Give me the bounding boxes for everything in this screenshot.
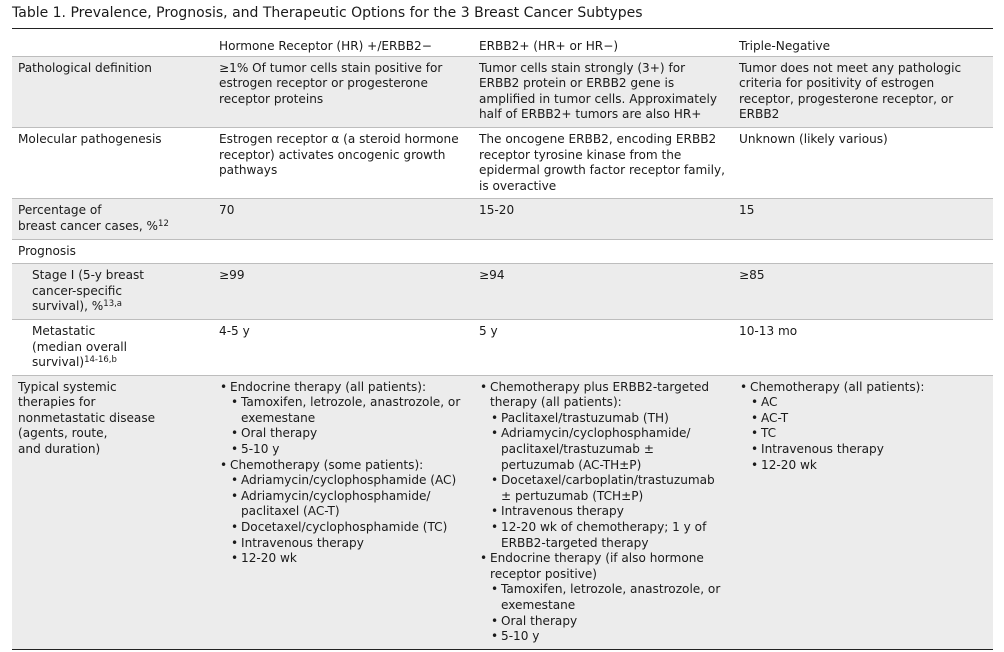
therapy-list <box>219 380 467 567</box>
sub-list-item: • AC-T <box>750 411 987 427</box>
row-label-molecular: Molecular pathogenesis <box>12 127 213 198</box>
row-label-percentage <box>12 199 213 239</box>
label-line: cancer-specific <box>32 283 123 298</box>
label-line <box>32 355 207 371</box>
sub-list-item: • 5-10 y <box>490 629 727 645</box>
sub-list-item: • Tamoxifen, letrozole, anastrozole, or exemestane <box>490 582 727 613</box>
sub-list-item: • Adriamycin/cyclophosphamide (AC) <box>230 473 467 489</box>
sub-list-item: • 12-20 wk <box>230 551 467 567</box>
list-item <box>219 458 467 567</box>
cell-empty <box>733 239 993 264</box>
label-line: (median overall <box>32 339 127 354</box>
sub-list-item: • Docetaxel/carboplatin/trastuzumab ± pertuzumab (TCH±P) <box>490 473 727 504</box>
cell-stage1-tn: ≥85 <box>733 264 993 320</box>
therapy-list <box>479 380 727 645</box>
label-line <box>32 299 207 315</box>
citation-sup: 14-16,b <box>84 355 117 366</box>
label-line: Metastatic <box>32 323 96 338</box>
sub-list-item: • Docetaxel/cyclophosphamide (TC) <box>230 520 467 536</box>
header-triple-negative: Triple-Negative <box>733 29 993 57</box>
label-line: therapies for <box>18 395 96 410</box>
cell-pathological-tn <box>733 56 993 127</box>
subtypes-table <box>12 28 993 650</box>
citation-sup: 12 <box>158 218 169 229</box>
cell-text: Estrogen receptor α (a steroid hormone receptor) activates oncogenic growth pathways <box>219 131 463 178</box>
therapy-list <box>739 380 987 474</box>
sub-list-item: • TC <box>750 426 987 442</box>
header-empty <box>12 29 213 57</box>
header-hr: Hormone Receptor (HR) +/ERBB2− <box>213 29 473 57</box>
header-row <box>12 29 993 57</box>
list-item <box>479 551 727 645</box>
sub-list-item: • Oral therapy <box>230 426 467 442</box>
row-label-stage1 <box>12 264 213 320</box>
cell-empty <box>473 239 733 264</box>
cell-text: The oncogene ERBB2, encoding ERBB2 receptor tyrosine kinase from the epidermal growth factor receptor family, is overactive <box>479 131 729 193</box>
table-row <box>12 264 993 320</box>
list-item <box>479 380 727 552</box>
citation-sup: 13,a <box>103 299 123 310</box>
table-row <box>12 127 993 198</box>
row-label-metastatic <box>12 319 213 375</box>
cell-metastatic-hr: 4-5 y <box>213 319 473 375</box>
sub-list-item: • Intravenous therapy <box>490 504 727 520</box>
sub-list-item: • AC <box>750 395 987 411</box>
sub-list <box>490 582 727 644</box>
cell-molecular-hr <box>213 127 473 198</box>
list-item-heading: Chemotherapy (all patients): <box>750 379 925 394</box>
label-text: survival) <box>32 355 85 370</box>
cell-percentage-erbb2: 15-20 <box>473 199 733 239</box>
cell-text: Tumor does not meet any pathologic criteria for positivity of estrogen receptor, progesterone receptor, or ERBB2 <box>739 60 966 122</box>
cell-molecular-tn: Unknown (likely various) <box>733 127 993 198</box>
sub-list-item: • Adriamycin/cyclophosphamide/ paclitaxel/trastuzumab ± pertuzumab (AC-TH±P) <box>490 426 727 473</box>
sub-list-item: • 5-10 y <box>230 442 467 458</box>
label-line <box>18 219 207 235</box>
sub-list-item: • Tamoxifen, letrozole, anastrozole, or exemestane <box>230 395 467 426</box>
table-row <box>12 375 993 649</box>
table-title: Table 1. Prevalence, Prognosis, and Therapeutic Options for the 3 Breast Cancer Subtypes <box>12 5 643 21</box>
list-item <box>219 380 467 458</box>
cell-typical-tn <box>733 375 993 649</box>
header-erbb2: ERBB2+ (HR+ or HR−) <box>473 29 733 57</box>
sub-list-item: • 12-20 wk <box>750 458 987 474</box>
cell-metastatic-tn: 10-13 mo <box>733 319 993 375</box>
sub-list <box>490 411 727 551</box>
cell-molecular-erbb2 <box>473 127 733 198</box>
row-label-prognosis: Prognosis <box>12 239 213 264</box>
label-text: survival), % <box>32 299 104 314</box>
cell-text: ≥1% Of tumor cells stain positive for estrogen receptor or progesterone receptor proteins <box>219 60 447 106</box>
sub-list <box>230 473 467 567</box>
cell-stage1-hr: ≥99 <box>213 264 473 320</box>
cell-metastatic-erbb2: 5 y <box>473 319 733 375</box>
label-text: breast cancer cases, % <box>18 218 159 233</box>
list-item-heading: Endocrine therapy (all patients): <box>230 379 427 394</box>
table-row <box>12 199 993 239</box>
cell-typical-erbb2 <box>473 375 733 649</box>
table-row <box>12 319 993 375</box>
list-item-heading: Endocrine therapy (if also hormone receptor positive) <box>490 551 704 581</box>
cell-percentage-tn: 15 <box>733 199 993 239</box>
sub-list-item: • Paclitaxel/trastuzumab (TH) <box>490 411 727 427</box>
sub-list <box>230 395 467 457</box>
label-line: nonmetastatic disease <box>18 410 156 425</box>
label-line: Typical systemic <box>18 379 117 394</box>
label-line: Stage I (5-y breast <box>32 268 145 283</box>
row-label-pathological: Pathological definition <box>12 56 213 127</box>
list-item-heading: Chemotherapy plus ERBB2-targeted therapy (all patients): <box>490 379 710 410</box>
row-label-typical <box>12 375 213 649</box>
sub-list-item: • Oral therapy <box>490 614 727 630</box>
cell-typical-hr <box>213 375 473 649</box>
cell-percentage-hr: 70 <box>213 199 473 239</box>
sub-list <box>750 395 987 473</box>
label-line: Percentage of <box>18 203 102 218</box>
sub-list-item: • 12-20 wk of chemotherapy; 1 y of ERBB2-targeted therapy <box>490 520 727 551</box>
list-item-heading: Chemotherapy (some patients): <box>230 457 424 472</box>
cell-pathological-hr <box>213 56 473 127</box>
sub-list-item: • Adriamycin/cyclophosphamide/ paclitaxel (AC-T) <box>230 489 467 520</box>
cell-text: Tumor cells stain strongly (3+) for ERBB2 protein or ERBB2 gene is amplified in tumor cells. Approximately half of ERBB2+ tumors are also HR+ <box>479 60 721 122</box>
table-row <box>12 239 993 264</box>
sub-list-item: • Intravenous therapy <box>750 442 987 458</box>
cell-pathological-erbb2 <box>473 56 733 127</box>
table-row <box>12 56 993 127</box>
sub-list-item: • Intravenous therapy <box>230 536 467 552</box>
cell-empty <box>213 239 473 264</box>
label-line: (agents, route, <box>18 426 108 441</box>
list-item <box>739 380 987 474</box>
cell-stage1-erbb2: ≥94 <box>473 264 733 320</box>
label-line: and duration) <box>18 442 101 457</box>
